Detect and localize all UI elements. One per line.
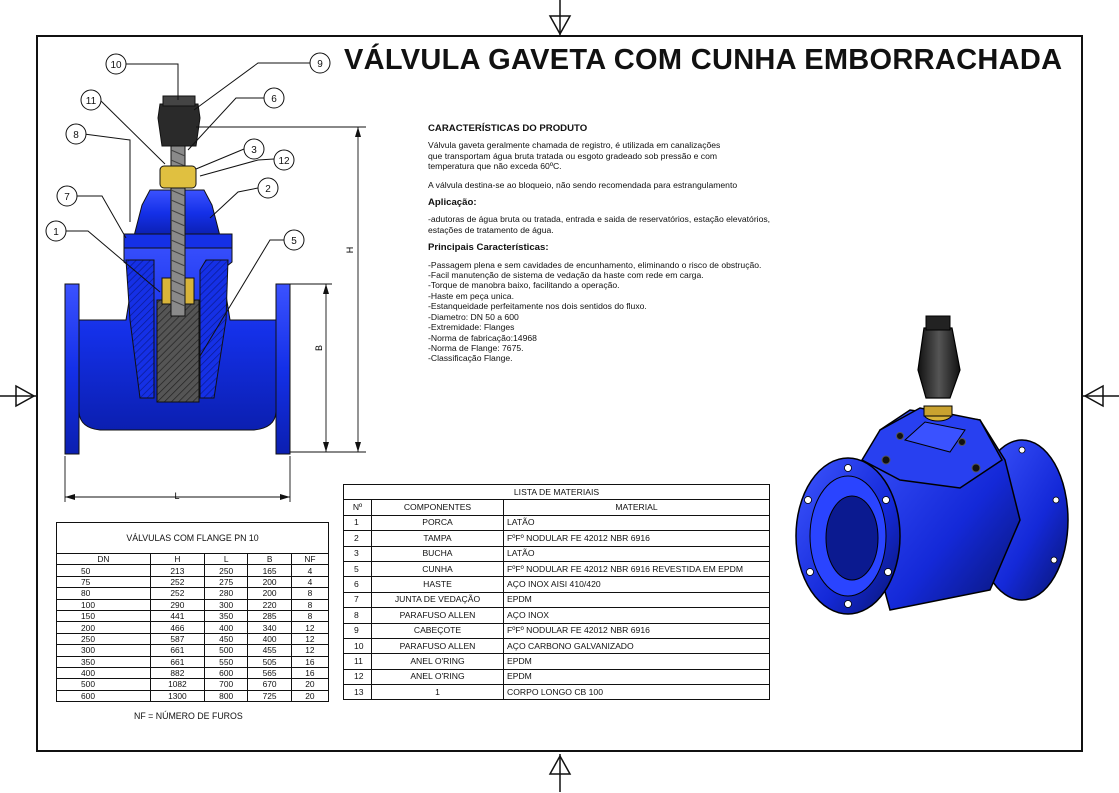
dimensions-header: NF: [291, 554, 328, 565]
table-cell: 20: [291, 690, 328, 701]
table-cell: 400: [204, 622, 247, 633]
table-row: [344, 515, 770, 530]
table-cell: 165: [248, 565, 291, 576]
table-cell: 50: [57, 565, 151, 576]
table-cell: ANEL O'RING: [372, 669, 504, 684]
bottom-center-marker: [546, 752, 574, 792]
table-row: [57, 690, 329, 701]
table-cell: 275: [204, 576, 247, 587]
table-cell: 400: [248, 633, 291, 644]
feature-item: -Diametro: DN 50 a 600: [428, 311, 519, 322]
dimension-b-label: B: [314, 344, 324, 352]
table-row: [57, 656, 329, 667]
table-cell: FºFº NODULAR FE 42012 NBR 6916: [504, 623, 770, 638]
table-cell: 8: [291, 588, 328, 599]
table-row: [344, 638, 770, 653]
callout-number: 11: [85, 96, 97, 107]
table-cell: 661: [150, 656, 204, 667]
table-row: [57, 667, 329, 678]
features-list: [428, 260, 808, 364]
materials-header: COMPONENTES: [372, 500, 504, 515]
table-cell: 1082: [150, 679, 204, 690]
table-cell: EPDM: [504, 654, 770, 669]
feature-item: -Haste em peça unica.: [428, 290, 514, 301]
table-cell: BUCHA: [372, 546, 504, 561]
table-cell: 252: [150, 588, 204, 599]
application-heading: Aplicação:: [428, 197, 477, 209]
table-cell: JUNTA DE VEDAÇÃO: [372, 592, 504, 607]
table-cell: 285: [248, 610, 291, 621]
materials-table-body: [344, 515, 770, 700]
operating-cap: [158, 104, 200, 146]
table-row: [57, 576, 329, 587]
application-text: [428, 214, 808, 235]
table-cell: 350: [204, 610, 247, 621]
feature-item: -Facil manutenção de sistema de vedação da haste com rede em carga.: [428, 270, 704, 281]
table-row: [344, 561, 770, 576]
table-cell: 200: [248, 576, 291, 587]
dimensions-header: H: [150, 554, 204, 565]
table-cell: 725: [248, 690, 291, 701]
brass-bushing: [160, 166, 196, 188]
dimensions-note: NF = NÚMERO DE FUROS: [134, 711, 243, 721]
table-cell: 9: [344, 623, 372, 638]
table-cell: PARAFUSO ALLEN: [372, 608, 504, 623]
table-cell: 340: [248, 622, 291, 633]
valve-cross-section: [40, 48, 380, 508]
table-cell: 290: [150, 599, 204, 610]
table-row: [57, 599, 329, 610]
feature-item: -Estanqueidade perfeitamente nos dois sentidos do fluxo.: [428, 301, 647, 312]
table-cell: 8: [344, 608, 372, 623]
valve-3d-render: [790, 310, 1080, 620]
top-center-marker: [546, 0, 574, 38]
front-bore: [826, 496, 878, 580]
table-row: [57, 679, 329, 690]
table-cell: 7: [344, 592, 372, 607]
feature-item: -Norma de fabricação:14968: [428, 332, 537, 343]
dimensions-table: [56, 522, 329, 702]
table-row: [344, 592, 770, 607]
table-cell: 12: [291, 622, 328, 633]
table-cell: EPDM: [504, 669, 770, 684]
table-cell: 565: [248, 667, 291, 678]
table-row: [344, 546, 770, 561]
table-cell: 252: [150, 576, 204, 587]
materials-header: MATERIAL: [504, 500, 770, 515]
table-cell: 441: [150, 610, 204, 621]
feature-item: -Torque de manobra baixo, facilitando a operação.: [428, 280, 620, 291]
stem: [171, 120, 185, 316]
table-row: [57, 588, 329, 599]
callout-number: 8: [73, 130, 79, 141]
table-row: [344, 623, 770, 638]
table-row: [57, 610, 329, 621]
table-cell: 587: [150, 633, 204, 644]
feature-item: -Passagem plena e sem cavidades de encunhamento, eliminando o risco de obstrução.: [428, 259, 762, 270]
dimension-l-label: L: [174, 491, 180, 501]
dimensions-table-caption: VÁLVULAS COM FLANGE PN 10: [57, 523, 329, 554]
table-cell: 3: [344, 546, 372, 561]
table-cell: 1300: [150, 690, 204, 701]
table-cell: FºFº NODULAR FE 42012 NBR 6916: [504, 531, 770, 546]
feature-item: -Classificação Flange.: [428, 353, 513, 364]
table-cell: 150: [57, 610, 151, 621]
brass-nut-3d-side: [924, 406, 952, 416]
table-cell: LATÃO: [504, 515, 770, 530]
table-cell: 213: [150, 565, 204, 576]
description-line: Válvula gaveta geralmente chamada de registro, é utilizada em canalizações: [428, 140, 721, 151]
materials-table-caption: LISTA DE MATERIAIS: [344, 485, 770, 500]
table-cell: 300: [204, 599, 247, 610]
table-cell: 505: [248, 656, 291, 667]
callout-number: 1: [53, 227, 59, 238]
table-cell: 8: [291, 610, 328, 621]
callout-number: 9: [317, 59, 323, 70]
table-cell: 220: [248, 599, 291, 610]
table-row: [344, 654, 770, 669]
table-cell: 4: [291, 576, 328, 587]
table-row: [57, 633, 329, 644]
table-cell: 8: [291, 599, 328, 610]
right-center-marker: [1081, 382, 1119, 410]
table-cell: 661: [150, 645, 204, 656]
dimensions-table-body: [57, 565, 329, 702]
table-cell: 400: [57, 667, 151, 678]
callout-number: 3: [251, 145, 257, 156]
table-row: [57, 622, 329, 633]
table-cell: 200: [248, 588, 291, 599]
feature-item: -Extremidade: Flanges: [428, 322, 515, 333]
materials-header: Nº: [344, 500, 372, 515]
cap-square: [926, 316, 950, 330]
callout-number: 2: [265, 184, 271, 195]
callout-number: 12: [278, 156, 290, 167]
table-cell: 455: [248, 645, 291, 656]
table-cell: 80: [57, 588, 151, 599]
application-line: estações de tratamento de água.: [428, 224, 554, 235]
table-cell: 300: [57, 645, 151, 656]
table-cell: 700: [204, 679, 247, 690]
table-cell: 250: [57, 633, 151, 644]
table-cell: 800: [204, 690, 247, 701]
table-cell: 12: [291, 645, 328, 656]
table-row: [344, 669, 770, 684]
table-row: [57, 565, 329, 576]
table-cell: 16: [291, 656, 328, 667]
table-cell: EPDM: [504, 592, 770, 607]
table-cell: PORCA: [372, 515, 504, 530]
table-cell: 4: [291, 565, 328, 576]
table-cell: 13: [344, 685, 372, 700]
table-cell: PARAFUSO ALLEN: [372, 638, 504, 653]
table-cell: 500: [57, 679, 151, 690]
table-cell: 2: [344, 531, 372, 546]
table-cell: LATÃO: [504, 546, 770, 561]
table-cell: 6: [344, 577, 372, 592]
table-cell: 11: [344, 654, 372, 669]
table-cell: 550: [204, 656, 247, 667]
dimensions-header: B: [248, 554, 291, 565]
table-cell: 600: [204, 667, 247, 678]
product-note: A válvula destina-se ao bloqueio, não sendo recomendada para estrangulamento: [428, 179, 738, 190]
application-line: -adutoras de água bruta ou tratada, entrada e saida de reservatórios, estação elevatórios,: [428, 214, 771, 225]
callout-number: 6: [271, 94, 277, 105]
table-cell: 200: [57, 622, 151, 633]
table-cell: 16: [291, 667, 328, 678]
table-cell: CORPO LONGO CB 100: [504, 685, 770, 700]
table-row: [57, 645, 329, 656]
table-cell: HASTE: [372, 577, 504, 592]
table-cell: 500: [204, 645, 247, 656]
table-cell: 20: [291, 679, 328, 690]
table-cell: 670: [248, 679, 291, 690]
materials-table: [343, 484, 770, 700]
table-cell: CUNHA: [372, 561, 504, 576]
table-cell: 1: [344, 515, 372, 530]
table-cell: AÇO INOX: [504, 608, 770, 623]
callout-number: 7: [64, 192, 70, 203]
right-flange: [276, 284, 290, 454]
description-line: temperatura que não exceda 60ºC.: [428, 161, 562, 172]
table-cell: 12: [344, 669, 372, 684]
cap-top: [163, 96, 195, 106]
table-cell: AÇO INOX AISI 410/420: [504, 577, 770, 592]
table-cell: ANEL O'RING: [372, 654, 504, 669]
table-cell: 600: [57, 690, 151, 701]
dimensions-header: DN: [57, 554, 151, 565]
table-row: [344, 608, 770, 623]
product-characteristics: [428, 124, 808, 364]
page-title: VÁLVULA GAVETA COM CUNHA EMBORRACHADA: [344, 44, 1063, 76]
table-cell: FºFº NODULAR FE 42012 NBR 6916 REVESTIDA EM EPDM: [504, 561, 770, 576]
left-center-marker: [0, 382, 38, 410]
table-cell: 1: [372, 685, 504, 700]
table-cell: 5: [344, 561, 372, 576]
table-row: [344, 531, 770, 546]
table-cell: 466: [150, 622, 204, 633]
table-cell: 12: [291, 633, 328, 644]
left-flange: [65, 284, 79, 454]
features-heading: Principais Características:: [428, 242, 549, 254]
operating-cap-3d: [918, 328, 960, 398]
product-description: [428, 140, 808, 171]
table-cell: 450: [204, 633, 247, 644]
callout-number: 10: [110, 60, 122, 71]
table-cell: 10: [344, 638, 372, 653]
dimension-h-label: H: [345, 246, 355, 254]
feature-item: -Norma de Flange: 7675.: [428, 342, 524, 353]
description-line: que transportam água bruta tratada ou esgoto gradeado sob pressão e com: [428, 150, 718, 161]
table-cell: 882: [150, 667, 204, 678]
table-cell: 75: [57, 576, 151, 587]
table-row: [344, 577, 770, 592]
table-row: [344, 685, 770, 700]
table-cell: CABEÇOTE: [372, 623, 504, 638]
table-cell: 250: [204, 565, 247, 576]
callout-number: 5: [291, 236, 297, 247]
table-cell: TAMPA: [372, 531, 504, 546]
table-cell: 100: [57, 599, 151, 610]
dimensions-header: L: [204, 554, 247, 565]
table-cell: 280: [204, 588, 247, 599]
table-cell: AÇO CARBONO GALVANIZADO: [504, 638, 770, 653]
table-cell: 350: [57, 656, 151, 667]
product-heading: CARACTERÍSTICAS DO PRODUTO: [428, 123, 588, 134]
